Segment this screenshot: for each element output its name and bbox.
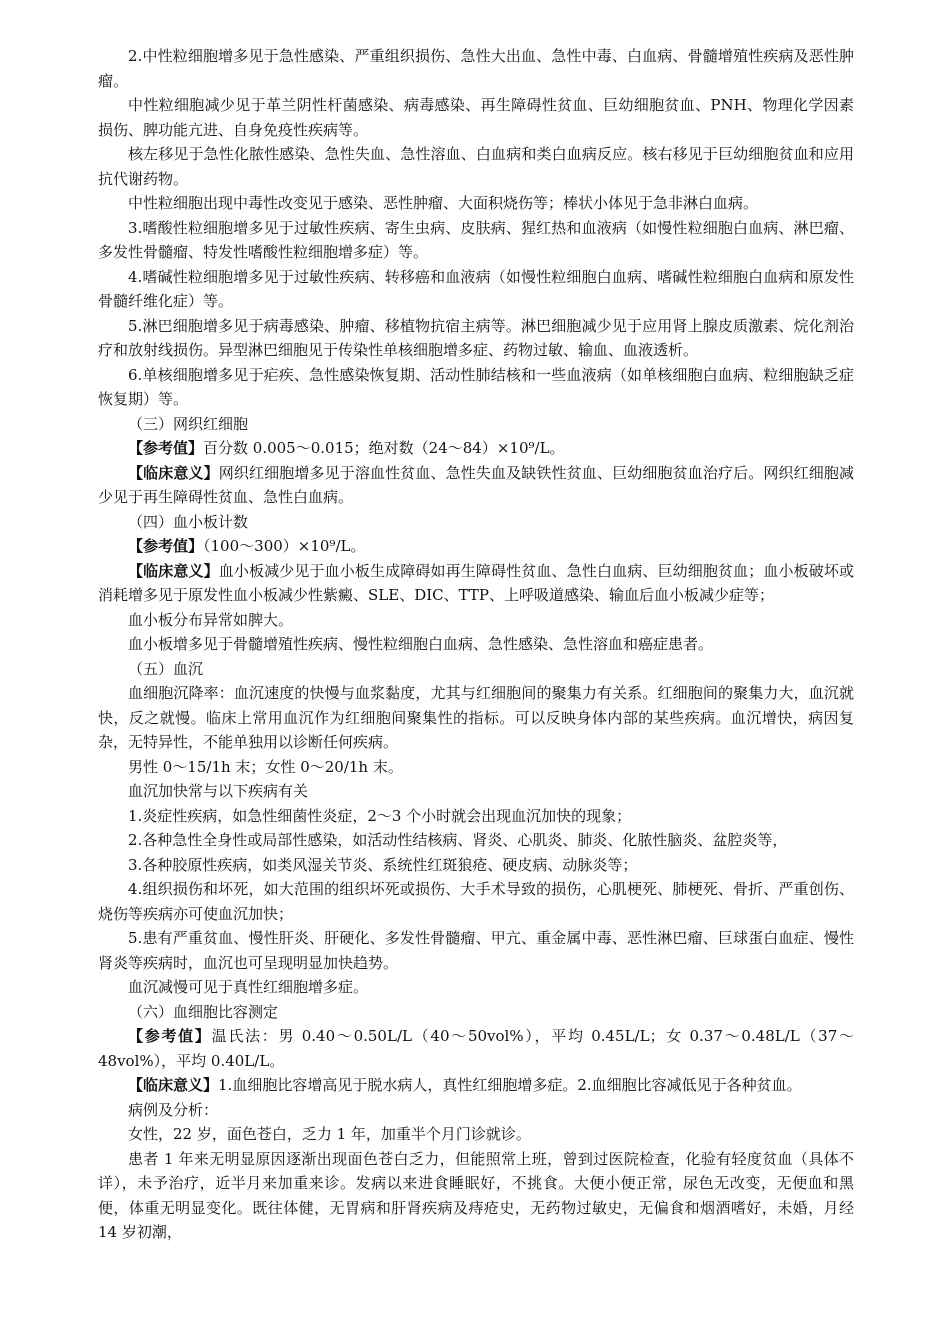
labeled-paragraph bbox=[98, 1024, 854, 1073]
paragraph: 4.嗜碱性粒细胞增多见于过敏性疾病、转移癌和血液病（如慢性粒细胞白血病、嗜碱性粒细胞白血病和原发性骨髓纤维化症）等。 bbox=[98, 267, 854, 310]
paragraph: 血小板分布异常如脾大。 bbox=[128, 610, 294, 629]
paragraph-text: 网织红细胞增多见于溶血性贫血、急性失血及缺铁性贫血、巨幼细胞贫血治疗后。网织红细胞减少见于再生障碍性贫血、急性白血病。 bbox=[98, 463, 854, 506]
paragraph: 核左移见于急性化脓性感染、急性失血、急性溶血、白血病和类白血病反应。核右移见于巨幼细胞贫血和应用抗代谢药物。 bbox=[98, 145, 854, 188]
section-heading: （六）血细胞比容测定 bbox=[128, 1002, 279, 1021]
paragraph-text: 血小板减少见于血小板生成障碍如再生障碍性贫血、急性白血病、巨幼细胞贫血；血小板破坏或消耗增多见于原发性血小板减少性紫癜、SLE、DIC、TTP、上呼吸道感染、输血后血小板减少症等； bbox=[98, 561, 854, 604]
paragraph: 3.嗜酸性粒细胞增多见于过敏性疾病、寄生虫病、皮肤病、猩红热和血液病（如慢性粒细胞白血病、淋巴瘤、多发性骨髓瘤、特发性嗜酸性粒细胞增多症）等。 bbox=[98, 218, 854, 261]
paragraph: 血沉加快常与以下疾病有关 bbox=[128, 782, 309, 800]
paragraph: 女性，22 岁，面色苍白，乏力 1 年，加重半个月门诊就诊。 bbox=[128, 1125, 531, 1143]
paragraph: 3.各种胶原性疾病，如类风湿关节炎、系统性红斑狼疮、硬皮病、动脉炎等； bbox=[128, 855, 638, 874]
paragraph-text: （100～300）×10⁹/L。 bbox=[203, 537, 366, 555]
section-heading: （五）血沉 bbox=[128, 659, 204, 678]
section-heading: （三）网织红细胞 bbox=[128, 414, 249, 433]
paragraph: 1.炎症性疾病，如急性细菌性炎症，2～3 个小时就会出现血沉加快的现象； bbox=[128, 806, 632, 825]
paragraph: 2.各种急性全身性或局部性感染，如活动性结核病、肾炎、心肌炎、肺炎、化脓性脑炎、盆腔炎等， bbox=[128, 831, 788, 849]
paragraph: 病例及分析： bbox=[128, 1100, 219, 1119]
paragraph: 血小板增多见于骨髓增殖性疾病、慢性粒细胞白血病、急性感染、急性溶血和癌症患者。 bbox=[128, 635, 714, 653]
section-heading: （四）血小板计数 bbox=[128, 512, 249, 531]
labeled-paragraph bbox=[98, 559, 854, 608]
paragraph: 中性粒细胞出现中毒性改变见于感染、恶性肿瘤、大面积烧伤等；棒状小体见于急非淋白血病。 bbox=[128, 194, 759, 212]
paragraph: 5.患有严重贫血、慢性肝炎、肝硬化、多发性骨髓瘤、甲亢、重金属中毒、恶性淋巴瘤、巨球蛋白血症、慢性肾炎等疾病时，血沉也可呈现明显加快趋势。 bbox=[98, 929, 854, 972]
paragraph-text: 1.血细胞比容增高见于脱水病人，真性红细胞增多症。2.血细胞比容减低见于各种贫血。 bbox=[218, 1076, 802, 1094]
paragraph: 血沉减慢可见于真性红细胞增多症。 bbox=[128, 978, 369, 996]
paragraph-text: 百分数 0.005～0.015；绝对数（24～84）×10⁹/L。 bbox=[203, 439, 565, 457]
paragraph-label: 【临床意义】 bbox=[128, 1076, 219, 1094]
paragraph: 4.组织损伤和坏死，如大范围的组织坏死或损伤、大手术导致的损伤，心肌梗死、肺梗死、骨折、严重创伤、烧伤等疾病亦可使血沉加快； bbox=[98, 880, 854, 923]
paragraph: 6.单核细胞增多见于疟疾、急性感染恢复期、活动性肺结核和一些血液病（如单核细胞白血病、粒细胞缺乏症恢复期）等。 bbox=[98, 365, 854, 408]
paragraph-label: 【临床意义】 bbox=[128, 561, 219, 580]
paragraph: 2.中性粒细胞增多见于急性感染、严重组织损伤、急性大出血、急性中毒、白血病、骨髓增殖性疾病及恶性肿瘤。 bbox=[98, 47, 854, 90]
paragraph-label: 【参考值】 bbox=[128, 1027, 212, 1045]
labeled-paragraph bbox=[98, 1073, 854, 1098]
paragraph: 血细胞沉降率：血沉速度的快慢与血浆黏度，尤其与红细胞间的聚集力有关系。红细胞间的聚集力大，血沉就快，反之就慢。临床上常用血沉作为红细胞间聚集性的指标。可以反映身体内部的某些疾病。血沉增快，病因复杂，无特异性，不能单独用以诊断任何疾病。 bbox=[98, 684, 854, 751]
paragraph: 中性粒细胞减少见于革兰阴性杆菌感染、病毒感染、再生障碍性贫血、巨幼细胞贫血、PNH、物理化学因素损伤、脾功能亢进、自身免疫性疾病等。 bbox=[98, 96, 854, 139]
labeled-paragraph bbox=[98, 436, 854, 461]
paragraph: 5.淋巴细胞增多见于病毒感染、肿瘤、移植物抗宿主病等。淋巴细胞减少见于应用肾上腺皮质激素、烷化剂治疗和放射线损伤。异型淋巴细胞见于传染性单核细胞增多症、药物过敏、输血、血液透析。 bbox=[98, 316, 854, 359]
labeled-paragraph bbox=[98, 461, 854, 510]
paragraph-label: 【参考值】 bbox=[128, 439, 204, 457]
paragraph-label: 【参考值】 bbox=[128, 537, 204, 555]
paragraph-label: 【临床意义】 bbox=[128, 463, 219, 482]
labeled-paragraph bbox=[98, 534, 854, 559]
paragraph: 患者 1 年来无明显原因逐渐出现面色苍白乏力，但能照常上班，曾到过医院检查，化验有轻度贫血（具体不详），未予治疗，近半月来加重来诊。发病以来进食睡眠好，不挑食。大便小便正常，尿色无改变，无便血和黑便，体重无明显变化。既往体健，无胃病和肝肾疾病及痔疮史，无药物过敏史，无偏食和烟酒嗜好，未婚，月经 14 岁初潮， bbox=[98, 1149, 854, 1241]
paragraph: 男性 0～15/1h 末；女性 0～20/1h 末。 bbox=[128, 757, 403, 776]
paragraph-text: 温氏法：男 0.40～0.50L/L（40～50vol%），平均 0.45L/L；女 0.37～0.48L/L（37～48vol%），平均 0.40L/L。 bbox=[98, 1027, 854, 1070]
